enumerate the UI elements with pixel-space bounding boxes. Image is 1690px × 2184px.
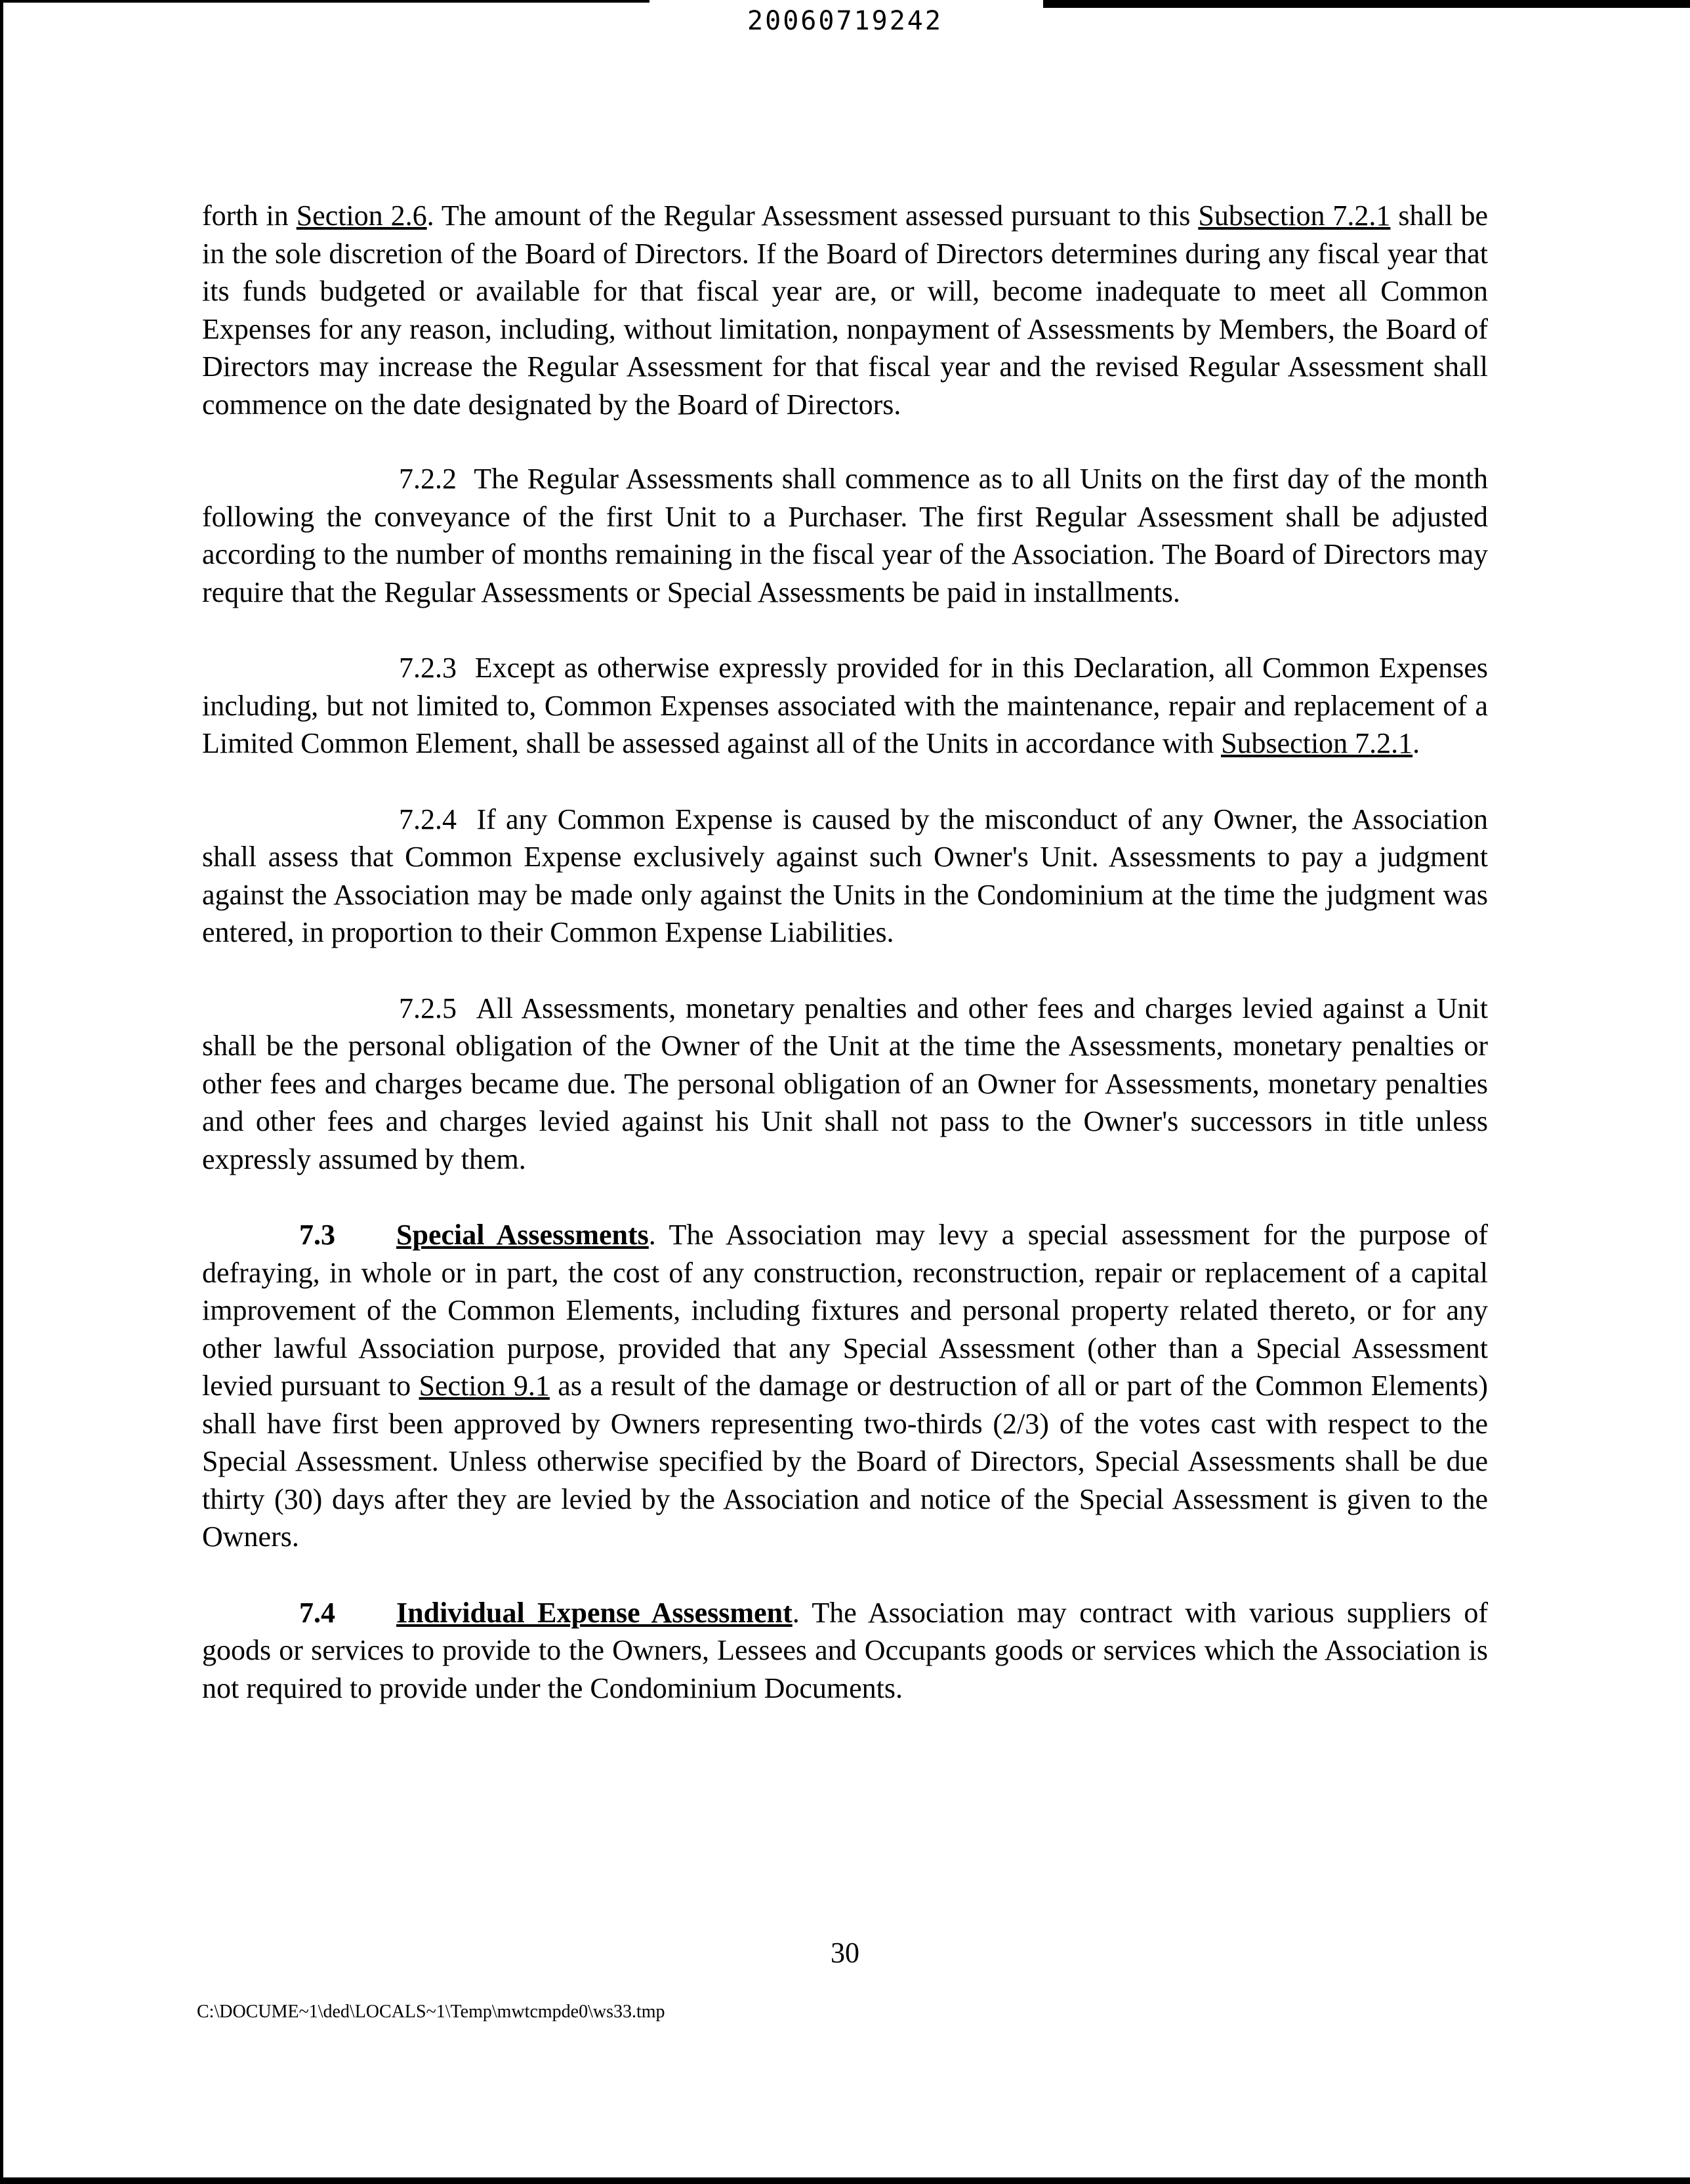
- section-number: 7.2.5: [399, 992, 457, 1024]
- paragraph-text: All Assessments, monetary penalties and other fees and charges levied against a Unit shall be the personal obligation of the Owner of the Unit at the time the Assessments, monetary penalties or other fees and charges became due. The personal obligation of an Owner for Assessments, monetary penalties and other fees and charges levied against his Unit shall not pass to the Owner's successors in title unless expressly assumed by them.: [202, 992, 1489, 1175]
- text: . The amount of the Regular Assessment assessed pursuant to this: [426, 200, 1199, 232]
- paragraph-text: Except as otherwise expressly provided for in this Declaration, all Common Expenses including, but not limited to, Common Expenses associated with the maintenance, repair and replacement of a Limited Common Element, shall be assessed against all of the Units in accordance with: [202, 652, 1488, 759]
- paragraph-text: . The Association may levy a special assessment for the purpose of defraying, in whole or in part, the cost of any construction, reconstruction, repair or replacement of a capital improvement of the Common Elements, including fixtures and personal property related thereto, or for any other lawful Association purpose, provided that any Special Assessment (other than a Special Assessment levied pursuant to: [202, 1219, 1489, 1402]
- subsection-7-2-1-reference: Subsection 7.2.1: [1198, 200, 1391, 232]
- paragraph-7-2-4: [202, 801, 1488, 952]
- paragraph-7-4: [202, 1594, 1488, 1708]
- section-2-6-reference: Section 2.6: [296, 200, 427, 232]
- section-title: Special Assessments: [396, 1219, 649, 1251]
- text: shall be in the sole discretion of the Board of Directors. If the Board of Directors determines during any fiscal year that its funds budgeted or available for that fiscal year are, or will, become inadequate to meet all Common Expenses for any reason, including, without limitation, nonpayment of Assessments by Members, the Board of Directors may increase the Regular Assessment for that fiscal year and the revised Regular Assessment shall commence on the date designated by the Board of Directors.: [202, 200, 1488, 421]
- file-path: C:\DOCUME~1\ded\LOCALS~1\Temp\mwtcmpde0\ws33.tmp: [197, 2002, 665, 2022]
- section-number: 7.2.2: [399, 463, 457, 495]
- section-number: 7.4: [299, 1596, 335, 1629]
- paragraph-7-2-2: [202, 460, 1488, 611]
- document-body: [202, 197, 1488, 1745]
- bottom-rule: [0, 2177, 1690, 2184]
- paragraph-text: as a result of the damage or destruction of all or part of the Common Elements) shall have first been approved by Owners representing two-thirds (2/3) of the votes cast with respect to the Special Assessment. Unless otherwise specified by the Board of Directors, Special Assessments shall be due thirty (30) days after they are levied by the Association and notice of the Special Assessment is given to the Owners.: [202, 1370, 1489, 1553]
- subsection-7-2-1-reference: Subsection 7.2.1: [1221, 727, 1413, 759]
- text: forth in: [202, 200, 297, 232]
- paragraph-text: . The Association may contract with various suppliers of goods or services to provide to the Owners, Lessees and Occupants goods or services which the Association is not required to provide under the Condominium Documents.: [202, 1596, 1488, 1704]
- paragraph-7-2-5: [202, 990, 1488, 1179]
- paragraph-text: The Regular Assessments shall commence as to all Units on the first day of the month following the conveyance of the first Unit to a Purchaser. The first Regular Assessment shall be adjusted according to the number of months remaining in the fiscal year of the Association. The Board of Directors may require that the Regular Assessments or Special Assessments be paid in installments.: [202, 463, 1489, 608]
- text: .: [1412, 727, 1420, 759]
- document-number: 20060719242: [747, 6, 943, 36]
- page-number: 30: [831, 1937, 859, 1969]
- section-number: 7.2.3: [399, 652, 457, 684]
- paragraph-7-2-3: [202, 649, 1488, 763]
- section-number: 7.2.4: [399, 803, 457, 835]
- paragraph-7-2-1-continued: [202, 197, 1488, 423]
- section-9-1-reference: Section 9.1: [419, 1370, 550, 1402]
- scan-left-edge: [0, 0, 3, 2184]
- paragraph-7-3: [202, 1216, 1488, 1556]
- paragraph-text: If any Common Expense is caused by the misconduct of any Owner, the Association shall assess that Common Expense exclusively against such Owner's Unit. Assessments to pay a judgment against the Association may be made only against the Units in the Condominium at the time the judgment was entered, in proportion to their Common Expense Liabilities.: [202, 803, 1489, 948]
- section-number: 7.3: [299, 1219, 335, 1251]
- section-title: Individual Expense Assessment: [396, 1596, 793, 1629]
